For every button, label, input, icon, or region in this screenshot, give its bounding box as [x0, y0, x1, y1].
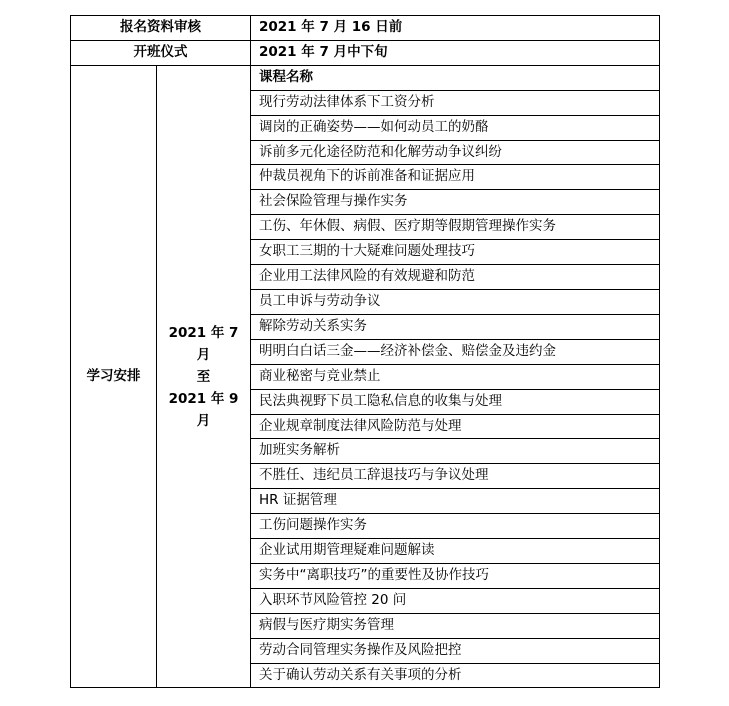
- course-name: 关于确认劳动关系有关事项的分析: [251, 663, 660, 688]
- opening-ceremony-value: 2021 年 7 月中下旬: [251, 40, 660, 65]
- course-name: 企业用工法律风险的有效规避和防范: [251, 265, 660, 290]
- info-row-opening: [71, 40, 660, 65]
- course-name: 劳动合同管理实务操作及风险把控: [251, 638, 660, 663]
- course-name: HR 证据管理: [251, 489, 660, 514]
- course-name: 社会保险管理与操作实务: [251, 190, 660, 215]
- course-name: 诉前多元化途径防范和化解劳动争议纠纷: [251, 140, 660, 165]
- opening-ceremony-label: 开班仪式: [71, 40, 251, 65]
- course-name: 解除劳动关系实务: [251, 314, 660, 339]
- registration-review-label: 报名资料审核: [71, 16, 251, 41]
- study-period-line: 2021 年 9: [168, 390, 239, 407]
- course-name: 员工申诉与劳动争议: [251, 289, 660, 314]
- course-name: 入职环节风险管控 20 问: [251, 588, 660, 613]
- course-name: 现行劳动法律体系下工资分析: [251, 90, 660, 115]
- study-period-line: 月: [196, 346, 211, 363]
- study-period-line: 2021 年 7: [168, 324, 239, 341]
- course-header-row: [71, 65, 660, 90]
- course-name: 企业规章制度法律风险防范与处理: [251, 414, 660, 439]
- info-row-registration: [71, 16, 660, 41]
- study-period-line: 月: [196, 412, 211, 429]
- study-schedule-label: 学习安排: [71, 65, 157, 688]
- course-name: 企业试用期管理疑难问题解读: [251, 539, 660, 564]
- course-name: 工伤问题操作实务: [251, 514, 660, 539]
- course-name: 实务中“离职技巧”的重要性及协作技巧: [251, 563, 660, 588]
- registration-review-value: 2021 年 7 月 16 日前: [251, 16, 660, 41]
- course-name: 明明白白话三金——经济补偿金、赔偿金及违约金: [251, 339, 660, 364]
- study-period-line: 至: [196, 368, 211, 385]
- course-name: 病假与医疗期实务管理: [251, 613, 660, 638]
- course-name: 调岗的正确姿势——如何动员工的奶酪: [251, 115, 660, 140]
- study-period: [157, 65, 251, 688]
- course-name: 不胜任、违纪员工辞退技巧与争议处理: [251, 464, 660, 489]
- course-name: 女职工三期的十大疑难问题处理技巧: [251, 240, 660, 265]
- course-name: 仲裁员视角下的诉前准备和证据应用: [251, 165, 660, 190]
- course-schedule-table: [70, 15, 660, 688]
- course-name: 加班实务解析: [251, 439, 660, 464]
- course-name: 民法典视野下员工隐私信息的收集与处理: [251, 389, 660, 414]
- course-name-header: 课程名称: [251, 65, 660, 90]
- course-name: 商业秘密与竞业禁止: [251, 364, 660, 389]
- course-name: 工伤、年休假、病假、医疗期等假期管理操作实务: [251, 215, 660, 240]
